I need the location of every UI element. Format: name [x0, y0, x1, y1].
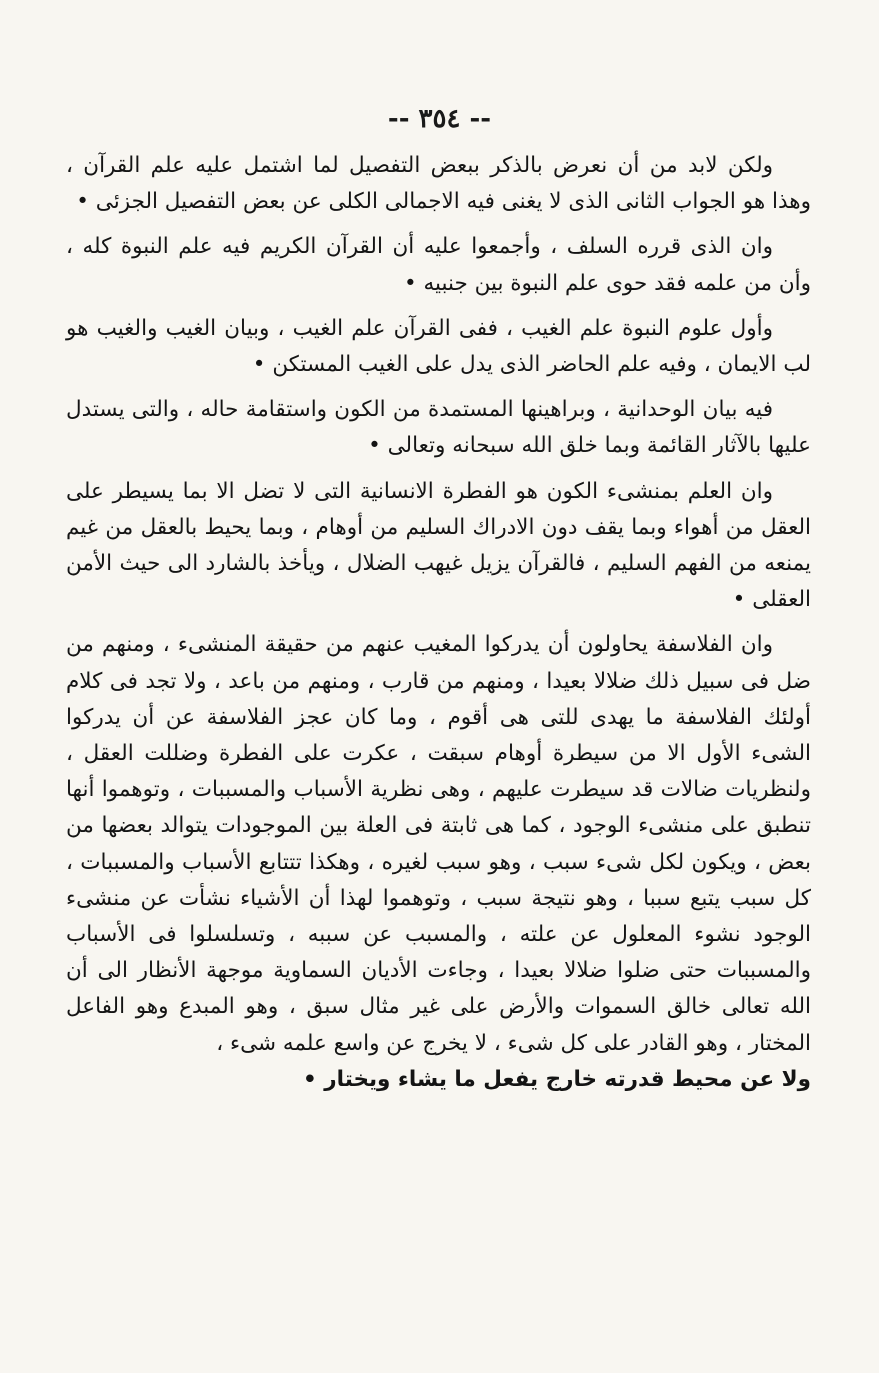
paragraph: وان الذى قرره السلف ، وأجمعوا عليه أن القرآن الكريم فيه علم النبوة كله ، وأن من علمه فقد حوى علم النبوة بين جنبيه •	[66, 234, 811, 296]
paragraph: فيه بيان الوحدانية ، وبراهينها المستمدة من الكون واستقامة حاله ، والتى يستدل عليها بالآثار القائمة وبما خلق الله سبحانه وتعالى •	[66, 397, 811, 459]
page-number: -- ٣٥٤ --	[387, 104, 492, 134]
paragraph: وان الفلاسفة يحاولون أن يدركوا المغيب عنهم من حقيقة المنشىء ، ومنهم من ضل فى سبيل ذلك ضلالا بعيدا ، ومنهم من قارب ، ومنهم من باعد ، ولا تجد فى كلام أولئك الفلاسفة ما يهدى للتى هى أقوم ، وما كان عجز الفلاسفة عن أن يدركوا الشىء الأول الا من سيطرة أوهام سبقت ، عكرت على الفطرة وضللت العقل ، ولنظريات ضالات قد سيطرت عليهم ، وهى نظرية الأسباب والمسببات ، وتوهموا أنها تنطبق على منشىء الوجود ، كما هى ثابتة فى العلة بين الموجودات يتوالد بعضها من بعض ، ويكون لكل شىء سبب ، وهو سبب لغيره ، وهكذا تتتابع الأسباب والمسببات ، كل سبب يتبع سببا ، وهو نتيجة سبب ، وتوهموا لهذا أن الأشياء نشأت عن منشىء الوجود نشوء المعلول عن علته ، والمسبب عن سببه ، وتسلسلوا فى الأسباب والمسببات حتى ضلوا ضلالا بعيدا ، وجاءت الأديان السماوية موجهة الأنظار الى أن الله تعالى خالق السموات والأرض على غير مثال سبق ، وهو المبدع وهو الفاعل المختار ، وهو القادر على كل شىء ، لا يخرج عن واسع علمه شىء ،	[66, 632, 811, 1056]
document-text	[66, 148, 811, 1107]
paragraph-last-line: ولا عن محيط قدرته خارج يفعل ما يشاء ويختار •	[303, 1066, 811, 1092]
paragraph: ولكن لابد من أن نعرض بالذكر ببعض التفصيل لما اشتمل عليه علم القرآن ، وهذا هو الجواب الثانى الذى لا يغنى فيه الاجمالى الكلى عن بعض التفصيل الجزئى •	[66, 153, 811, 215]
paragraph: وأول علوم النبوة علم الغيب ، ففى القرآن علم الغيب ، وبيان الغيب والغيب هو لب الايمان ، وفيه علم الحاضر الذى يدل على الغيب المستكن •	[66, 315, 811, 378]
paragraph: وان العلم بمنشىء الكون هو الفطرة الانسانية التى لا تضل الا بما يسيطر على العقل من أهواء وبما يقف دون الادراك السليم من أوهام ، وبما يحيط بالعقل من غيم يمنعه من الفهم السليم ، فالقرآن يزيل غيهب الضلال ، ويأخذ بالشارد الى حيث الأمن العقلى •	[66, 478, 811, 613]
